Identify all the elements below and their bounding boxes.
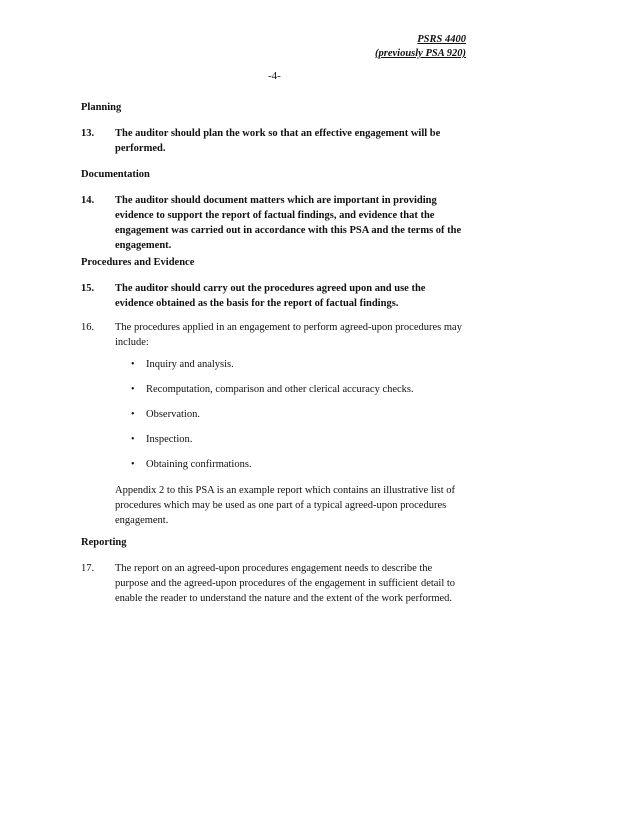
bullet-marker: • xyxy=(131,434,135,445)
heading-reporting: Reporting xyxy=(81,537,127,548)
bullet-marker: • xyxy=(131,384,135,395)
para-16-line: include: xyxy=(115,337,149,348)
appendix-note-line: engagement. xyxy=(115,515,169,526)
page-number: -4- xyxy=(268,70,281,82)
bullet-item: Obtaining confirmations. xyxy=(146,459,252,470)
para-14-line: The auditor should document matters which are important in providing xyxy=(115,195,437,206)
heading-procedures-evidence: Procedures and Evidence xyxy=(81,257,195,268)
para-16-number: 16. xyxy=(81,322,95,333)
bullet-item: Inquiry and analysis. xyxy=(146,359,234,370)
bullet-marker: • xyxy=(131,409,135,420)
heading-planning: Planning xyxy=(81,102,122,113)
para-17-line: The report on an agreed-upon procedures engagement needs to describe the xyxy=(115,563,433,574)
bullet-item: Recomputation, comparison and other clerical accuracy checks. xyxy=(146,384,414,395)
para-14-line: engagement was carried out in accordance with this PSA and the terms of the xyxy=(115,225,462,236)
appendix-note-line: procedures which may be used as one part of a typical agreed-upon procedures xyxy=(115,500,447,511)
bullet-item: Observation. xyxy=(146,409,200,420)
bullet-item: Inspection. xyxy=(146,434,193,445)
para-14-line: engagement. xyxy=(115,240,172,251)
heading-documentation: Documentation xyxy=(81,169,150,180)
para-13-line: The auditor should plan the work so that an effective engagement will be xyxy=(115,128,441,139)
para-17-line: purpose and the agreed-upon procedures of the engagement in sufficient detail to xyxy=(115,578,456,589)
para-16-line: The procedures applied in an engagement to perform agreed-upon procedures may xyxy=(115,322,462,333)
bullet-marker: • xyxy=(131,459,135,470)
appendix-note-line: Appendix 2 to this PSA is an example report which contains an illustrative list of xyxy=(115,485,456,496)
para-13-number: 13. xyxy=(81,128,95,139)
para-17-line: enable the reader to understand the nature and the extent of the work performed. xyxy=(115,593,453,604)
bullet-marker: • xyxy=(131,359,135,370)
para-14-line: evidence to support the report of factual findings, and evidence that the xyxy=(115,210,435,221)
para-13-line: performed. xyxy=(115,143,166,154)
previous-standard: (previously PSA 920) xyxy=(375,48,466,59)
para-17-number: 17. xyxy=(81,563,95,574)
para-15-number: 15. xyxy=(81,283,95,294)
para-15-line: The auditor should carry out the procedures agreed upon and use the xyxy=(115,283,426,294)
para-14-number: 14. xyxy=(81,195,95,206)
para-15-line: evidence obtained as the basis for the report of factual findings. xyxy=(115,298,399,309)
standard-code: PSRS 4400 xyxy=(417,34,466,45)
